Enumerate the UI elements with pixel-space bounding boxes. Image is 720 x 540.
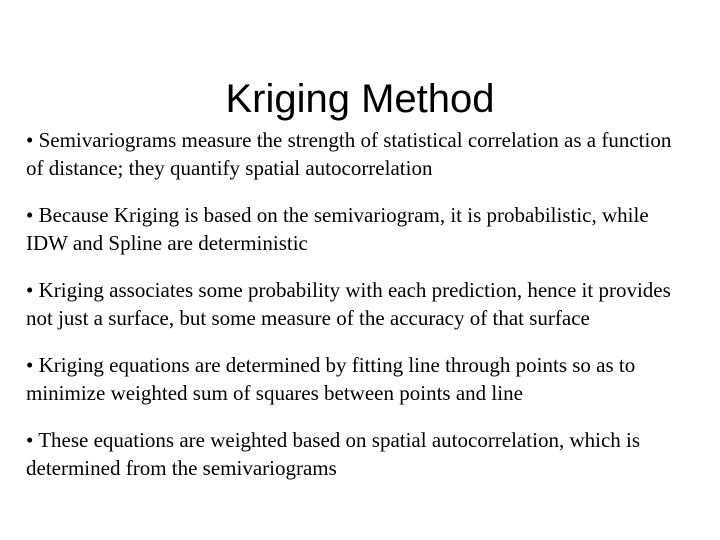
- slide-title: [0, 74, 720, 124]
- bullet-item: • These equations are weighted based on spatial autocorrelation, which is determined from the semivariograms: [26, 428, 641, 480]
- bullet-list: [26, 126, 692, 501]
- bullet-item: • Kriging associates some probability with each prediction, hence it provides not just a surface, but some measure of the accuracy of that surface: [26, 278, 671, 330]
- bullet-item: • Because Kriging is based on the semivariogram, it is probabilistic, while IDW and Spline are deterministic: [26, 203, 649, 255]
- slide-title-text: Kriging Method: [225, 77, 495, 121]
- bullet-item: • Semivariograms measure the strength of statistical correlation as a function of distance; they quantify spatial autocorrelation: [26, 128, 672, 180]
- bullet-item: • Kriging equations are determined by fitting line through points so as to minimize weighted sum of squares between points and line: [26, 353, 636, 405]
